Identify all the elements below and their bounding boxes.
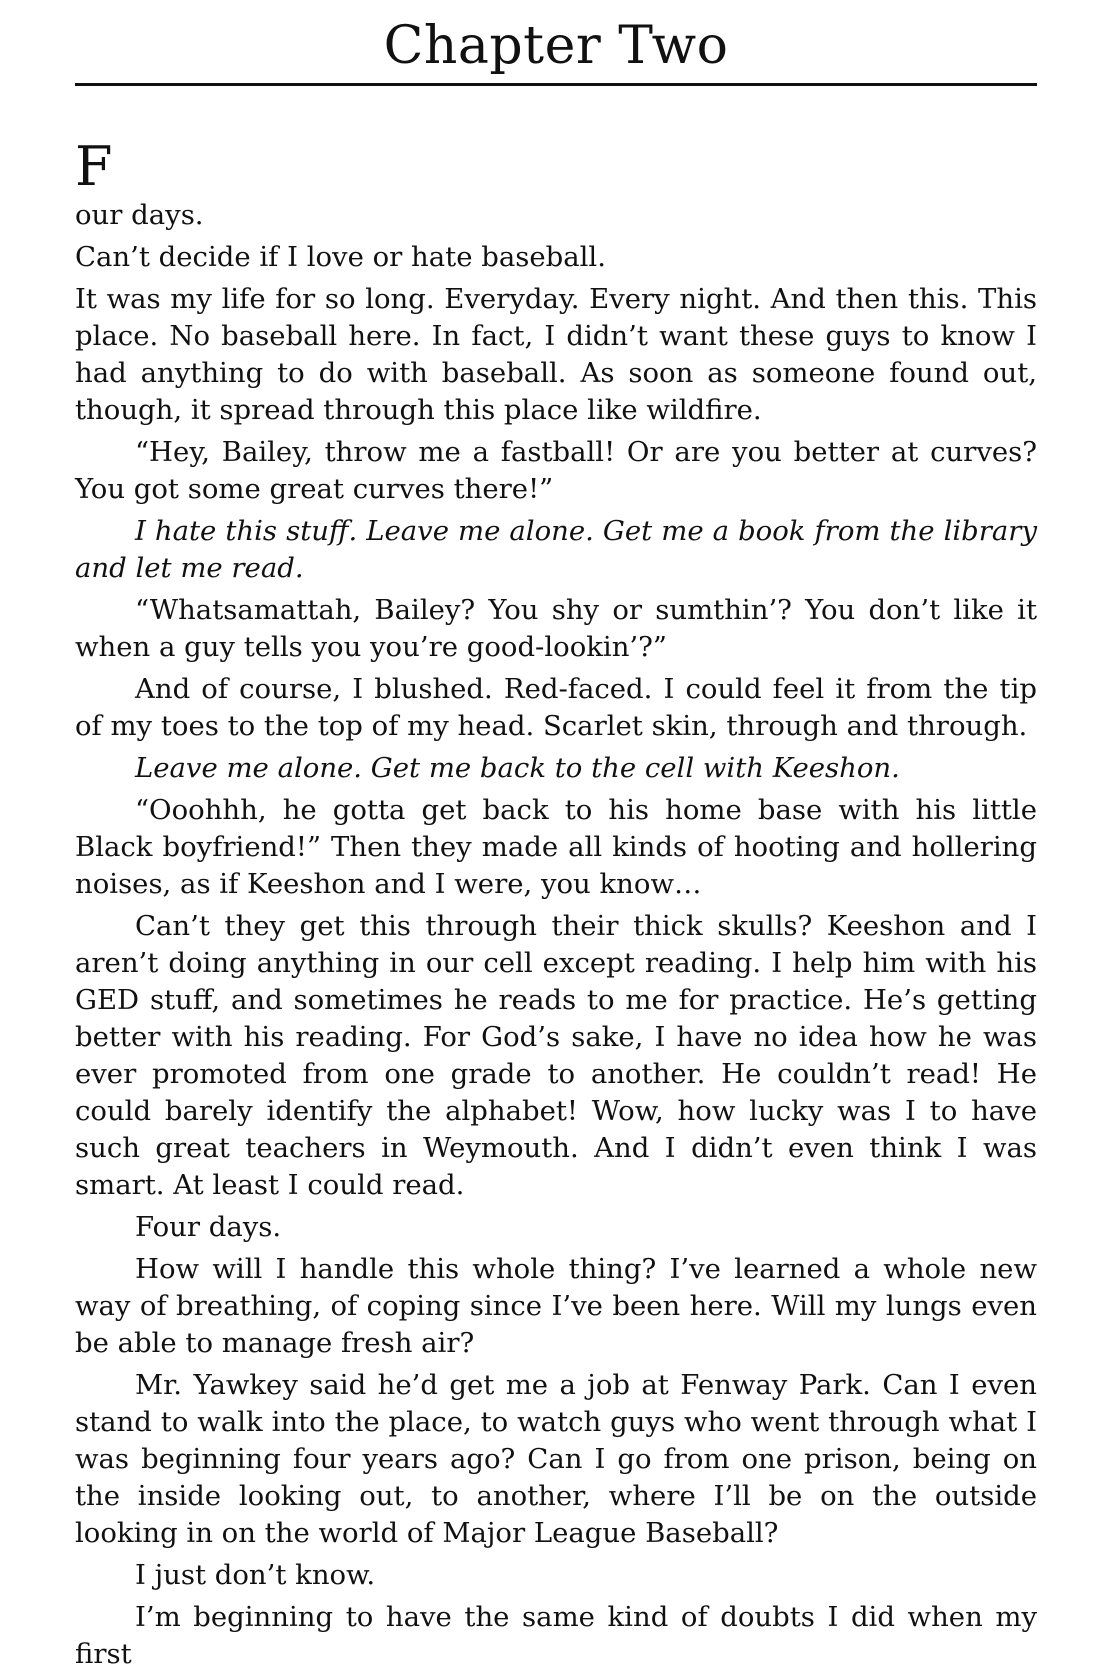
paragraph: And of course, I blushed. Red-faced. I could feel it from the tip of my toes to the top of my head. Scarlet skin, through and through. (75, 673, 1037, 742)
chapter-title: Chapter Two (383, 16, 729, 76)
paragraph: It was my life for so long. Everyday. Every night. And then this. This place. No baseball here. In fact, I didn’t want these guys to know I had anything to do with baseball. As soon as someone found out, though, it spread through this place like wildfire. (75, 283, 1037, 426)
paragraph: “Hey, Bailey, throw me a fastball! Or are you better at curves? You got some great curves there!” (75, 436, 1037, 505)
paragraph: Leave me alone. Get me back to the cell with Keeshon. (135, 752, 900, 784)
paragraph: I’m beginning to have the same kind of doubts I did when my first (75, 1601, 1037, 1670)
chapter-title-rule (75, 83, 1037, 86)
paragraph: I hate this stuff. Leave me alone. Get me a book from the library and let me read. (75, 515, 1037, 584)
paragraph: Mr. Yawkey said he’d get me a job at Fenway Park. Can I even stand to walk into the place, to watch guys who went through what I was beginning four years ago? Can I go from one prison, being on the inside looking out, to another, where I’ll be on the outside looking in on the world of Major League Baseball? (75, 1369, 1037, 1549)
drop-cap-letter: F (75, 135, 113, 198)
paragraph: Four days. (135, 1211, 282, 1243)
paragraph: Can’t decide if I love or hate baseball. (75, 241, 606, 273)
paragraph: “Whatsamattah, Bailey? You shy or sumthin’? You don’t like it when a guy tells you you’re good-lookin’?” (75, 594, 1037, 663)
paragraph: How will I handle this whole thing? I’ve learned a whole new way of breathing, of coping since I’ve been here. Will my lungs even be able to manage fresh air? (75, 1253, 1037, 1359)
paragraph: our days. (75, 199, 204, 231)
chapter-body-text (75, 197, 1037, 1673)
book-page (75, 0, 1037, 1678)
paragraph: I just don’t know. (135, 1559, 376, 1591)
paragraph: Can’t they get this through their thick skulls? Keeshon and I aren’t doing anything in our cell except reading. I help him with his GED stuff, and sometimes he reads to me for practice. He’s getting better with his reading. For God’s sake, I have no idea how he was ever promoted from one grade to another. He couldn’t read! He could barely identify the alphabet! Wow, how lucky was I to have such great teachers in Weymouth. And I didn’t even think I was smart. At least I could read. (75, 910, 1037, 1201)
paragraph: “Ooohhh, he gotta get back to his home base with his little Black boyfriend!” Then they made all kinds of hooting and hollering noises, as if Keeshon and I were, you know… (75, 794, 1037, 900)
